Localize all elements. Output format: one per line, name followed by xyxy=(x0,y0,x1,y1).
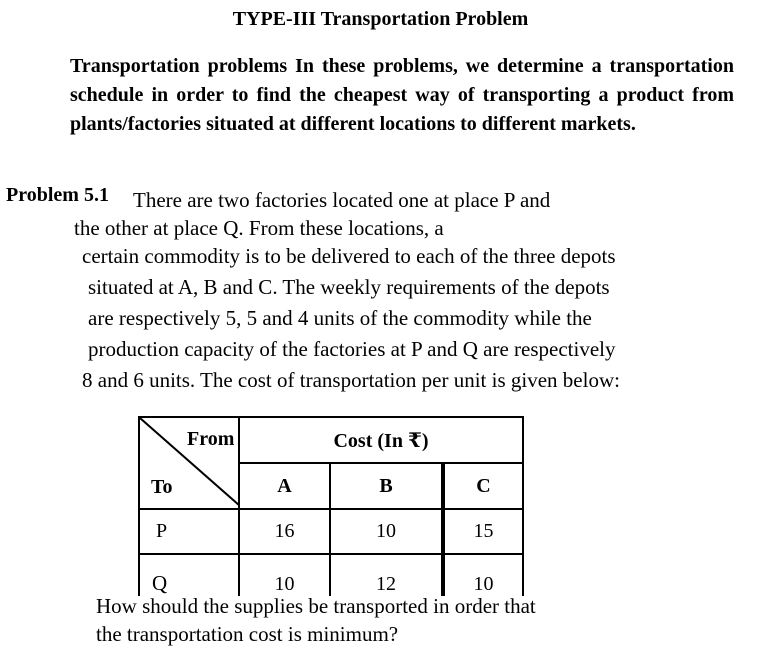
table-row xyxy=(139,509,523,554)
problem-line-5: are respectively 5, 5 and 4 units of the commodity while the xyxy=(88,306,592,330)
cell-q-c: 10 xyxy=(443,554,523,596)
problem-line-3: certain commodity is to be delivered to each of the three depots xyxy=(82,244,616,268)
problem-line-2: the other at place Q. From these locations, a xyxy=(74,216,444,240)
cell-q-a: 10 xyxy=(239,554,330,596)
row-label-q: Q xyxy=(139,554,239,596)
cell-p-b: 10 xyxy=(330,509,443,554)
problem-line-6: production capacity of the factories at P and Q are respectively xyxy=(88,337,616,361)
problem-label: Problem 5.1 xyxy=(6,184,109,206)
column-header-a: A xyxy=(239,463,330,509)
from-label: From xyxy=(187,428,235,450)
intro-paragraph: Transportation problems In these problems, we determine a transportation schedule in order to find the cheapest way of transporting a product from plants/factories situated at different locations to different markets. xyxy=(70,55,734,135)
cell-p-a: 16 xyxy=(239,509,330,554)
cost-header: Cost (In ₹) xyxy=(239,417,523,463)
question-line-2: the transportation cost is minimum? xyxy=(96,622,399,646)
page-title: TYPE-III Transportation Problem xyxy=(232,8,529,30)
problem-line-1: There are two factories located one at place P and xyxy=(133,188,551,212)
cost-table xyxy=(138,416,524,596)
to-label: To xyxy=(151,476,173,498)
problem-line-4: situated at A, B and C. The weekly requirements of the depots xyxy=(88,275,610,299)
column-header-c: C xyxy=(443,463,523,509)
cell-q-b: 12 xyxy=(330,554,443,596)
problem-line-7: 8 and 6 units. The cost of transportation per unit is given below: xyxy=(82,368,620,392)
column-header-b: B xyxy=(330,463,443,509)
cell-p-c: 15 xyxy=(443,509,523,554)
table-row xyxy=(139,554,523,596)
row-label-p: P xyxy=(139,509,239,554)
header-diagonal-cell xyxy=(139,417,239,509)
question-line-1: How should the supplies be transported in order that xyxy=(96,594,536,618)
